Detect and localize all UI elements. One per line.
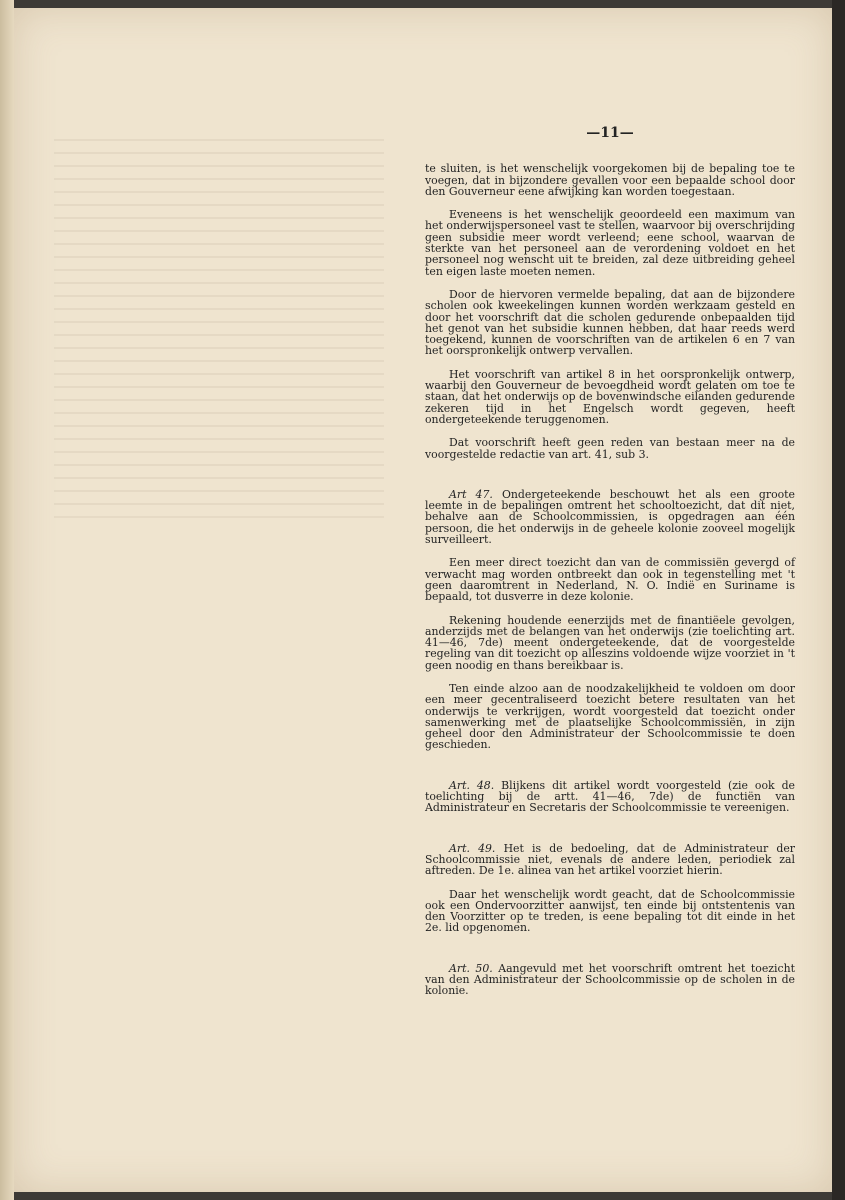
- paragraph: [425, 369, 795, 425]
- text-column: [425, 125, 796, 1009]
- paragraph-text: Het is de bedoeling, dat de Administrateur der Schoolcommissie niet, evenals de andere leden, periodiek zal aftreden. De 1e. alinea van het artikel voorziet hierin.: [425, 841, 795, 878]
- paragraph-text: Dat voorschrift heeft geen reden van bestaan meer na de voorgestelde redactie van art. 41, sub 3.: [425, 436, 795, 461]
- paragraph: [425, 437, 795, 460]
- page-number: —11—: [586, 125, 634, 141]
- paragraph-text: Eveneens is het wenschelijk geoordeeld een maximum van het onderwijspersoneel vast te stellen, waarvoor bij overschrijding geen subsidie meer wordt verleend; eene school, waarvan de sterkte van het personeel aan de verordening voldoet en het personeel nog wenscht uit te breiden, zal deze uitbreiding geheel ten eigen laste moeten nemen.: [425, 208, 795, 278]
- article-label: Art. 49.: [449, 841, 496, 855]
- section-gap: [425, 472, 795, 489]
- paragraph-text: Aangevuld met het voorschrift omtrent het toezicht van den Administrateur der Schoolcommissie op de scholen in de kolonie.: [425, 961, 795, 998]
- paragraph-text: Daar het wenschelijk wordt geacht, dat de Schoolcommissie ook een Ondervoorzitter aanwijst, ten einde bij ontstentenis van den Voorzitter op te treden, is eene bepaling tot dit einde in het 2e. lid opgenomen.: [425, 887, 795, 935]
- paragraph-text: Ten einde alzoo aan de noodzakelijkheid te voldoen om door een meer gecentraliseerd toezicht betere resultaten van het onderwijs te verkrijgen, wordt voorgesteld dat toezicht onder samenwerking met de plaatselijke Schoolcommissiën, in zijn geheel door den Administrateur der Schoolcommissie te doen geschieden.: [425, 681, 795, 752]
- paragraph: [425, 683, 795, 751]
- paragraph-text: Ondergeteekende beschouwt het als een groote leemte in de bepalingen omtrent het schooltoezicht, dat dit niet, behalve aan de Schoolcommissien, is opgedragen aan één persoon, die het onderwijs in de geheele kolonie zooveel mogelijk surveilleert.: [425, 487, 796, 547]
- article-label: Art. 48.: [449, 778, 495, 792]
- paragraph-text: Een meer direct toezicht dan van de commissiën gevergd of verwacht mag worden ontbreekt dan ook in tegenstelling met 't geen daaromtrent in Nederland, N. O. Indië en Suriname is bepaald, tot dusverre in deze kolonie.: [425, 556, 795, 604]
- paragraph: [425, 615, 795, 671]
- article-paragraph: [425, 489, 795, 545]
- article-label: Art 47.: [449, 487, 493, 501]
- paragraph: [425, 163, 795, 197]
- paragraph-text: Rekening houdende eenerzijds met de finantiëele gevolgen, anderzijds met de belangen van het onderwijs (zie toelichting art. 41—46, 7de) meent ondergeteekende, dat de voorgestelde regeling van dit toezicht op alleszins voldoende wijze voorziet in 't geen noodig en thans bereikbaar is.: [425, 613, 795, 672]
- paragraph-text: Het voorschrift van artikel 8 in het oorspronkelijk ontwerp, waarbij den Gouverneur de bevoegdheid wordt gelaten om toe te staan, dat het onderwijs op de bovenwindsche eilanden gedurende zekeren tijd in het Engelsch wordt gegeven, heeft ondergeteekende teruggenomen.: [425, 367, 795, 426]
- paragraph: [425, 289, 795, 357]
- bleed-through-text: [54, 128, 384, 828]
- section-gap: [425, 826, 795, 843]
- article-paragraph: [425, 843, 795, 877]
- paragraph-text: Blijkens dit artikel wordt voorgesteld (zie ook de toelichting bij de artt. 41—46, 7de) de functiën van Administrateur en Secretaris der Schoolcommissie te vereenigen.: [425, 778, 795, 815]
- binding-fold: [0, 0, 14, 1200]
- article-paragraph: [425, 963, 795, 997]
- page-edge: [832, 0, 845, 1200]
- paragraph-text: te sluiten, is het wenschelijk voorgekomen bij de bepaling toe te voegen, dat in bijzondere gevallen voor een bepaalde school door den Gouverneur eene afwijking kan worden toegestaan.: [425, 162, 795, 198]
- section-gap: [425, 763, 795, 780]
- article-label: Art. 50.: [449, 961, 493, 975]
- paragraph: [425, 209, 795, 277]
- paragraph-text: Door de hiervoren vermelde bepaling, dat aan de bijzondere scholen ook kweekelingen kunnen worden werkzaam gesteld en door het voorschrift dat die scholen gedurende onbepaalden tijd het genot van het subsidie kunnen hebben, dat haar reeds werd toegekend, kunnen de voorschriften van de artikelen 6 en 7 van het oorspronkelijk ontwerp vervallen.: [425, 287, 795, 358]
- article-paragraph: [425, 780, 795, 814]
- paragraph: [425, 889, 795, 934]
- paragraph: [425, 557, 795, 602]
- section-gap: [425, 946, 795, 963]
